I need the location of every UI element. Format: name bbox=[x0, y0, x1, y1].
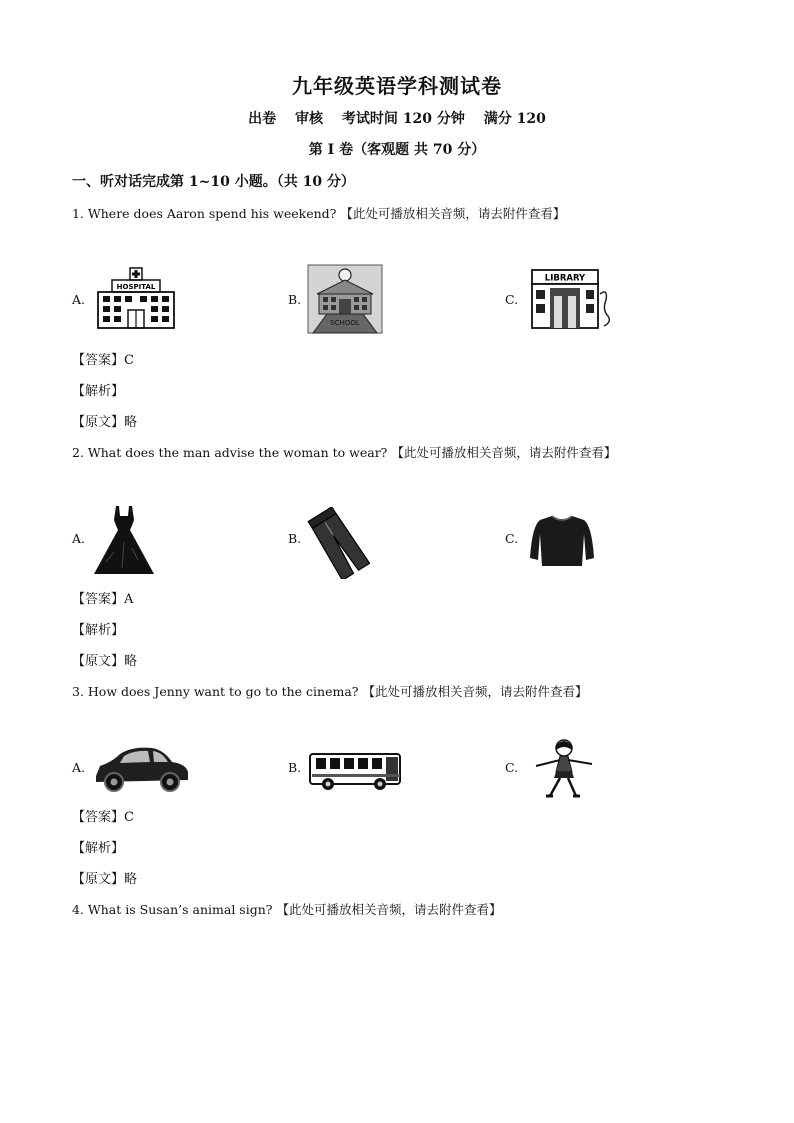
exam-meta bbox=[0, 108, 794, 128]
q3-option-c-letter: C. bbox=[505, 760, 519, 775]
question-3-text: 3. How does Jenny want to go to the cinema? 【此处可播放相关音频，请去附件查看】 bbox=[72, 684, 588, 699]
hospital-sign-text: HOSPITAL bbox=[116, 283, 156, 291]
q2-option-c-letter: C. bbox=[505, 531, 519, 546]
library-sign-text: LIBRARY bbox=[544, 273, 586, 284]
section-heading: 一、听对话完成第 1~10 小题。（共 10 分） bbox=[72, 174, 355, 190]
question-2-text: 2. What does the man advise the woman to wear? 【此处可播放相关音频，请去附件查看】 bbox=[72, 445, 617, 460]
q1-analysis: 【解析】 bbox=[72, 384, 125, 399]
meta-score: 满分 120 bbox=[483, 111, 546, 127]
q2-analysis: 【解析】 bbox=[72, 623, 125, 638]
q3-option-a-letter: A. bbox=[72, 760, 86, 775]
walking-girl-icon bbox=[526, 738, 600, 800]
question-4-text: 4. What is Susan’s animal sign? 【此处可播放相关音频，请去附件查看】 bbox=[72, 902, 502, 917]
meta-time: 考试时间 120 分钟 bbox=[341, 111, 465, 127]
q2-option-a-letter: A. bbox=[72, 531, 86, 546]
page-title: 九年级英语学科测试卷 bbox=[292, 74, 502, 98]
dress-icon bbox=[92, 502, 156, 576]
q1-original: 【原文】略 bbox=[72, 415, 138, 430]
q2-answer: 【答案】A bbox=[72, 592, 134, 607]
q2-original: 【原文】略 bbox=[72, 654, 138, 669]
q2-option-b-letter: B. bbox=[288, 531, 302, 546]
hospital-icon bbox=[94, 266, 178, 330]
question-1-text: 1. Where does Aaron spend his weekend? 【此处可播放相关音频，请去附件查看】 bbox=[72, 206, 566, 221]
part-heading: 第 I 卷（客观题 共 70 分） bbox=[308, 142, 486, 158]
library-icon bbox=[526, 266, 612, 332]
meta-reviewer: 审核 bbox=[295, 111, 324, 127]
q3-answer: 【答案】C bbox=[72, 810, 134, 825]
car-icon bbox=[92, 740, 192, 794]
q1-answer: 【答案】C bbox=[72, 353, 134, 368]
q1-option-c-letter: C. bbox=[505, 292, 519, 307]
school-sign-text: SCHOOL bbox=[330, 319, 360, 327]
q3-option-b-letter: B. bbox=[288, 760, 302, 775]
bus-icon bbox=[308, 752, 404, 792]
q1-option-a-letter: A. bbox=[72, 292, 86, 307]
jeans-icon bbox=[306, 507, 370, 579]
school-icon bbox=[307, 264, 383, 334]
meta-author: 出卷 bbox=[248, 111, 277, 127]
q1-option-b-letter: B. bbox=[288, 292, 302, 307]
q3-original: 【原文】略 bbox=[72, 872, 138, 887]
q3-analysis: 【解析】 bbox=[72, 841, 125, 856]
sweater-icon bbox=[526, 512, 598, 568]
